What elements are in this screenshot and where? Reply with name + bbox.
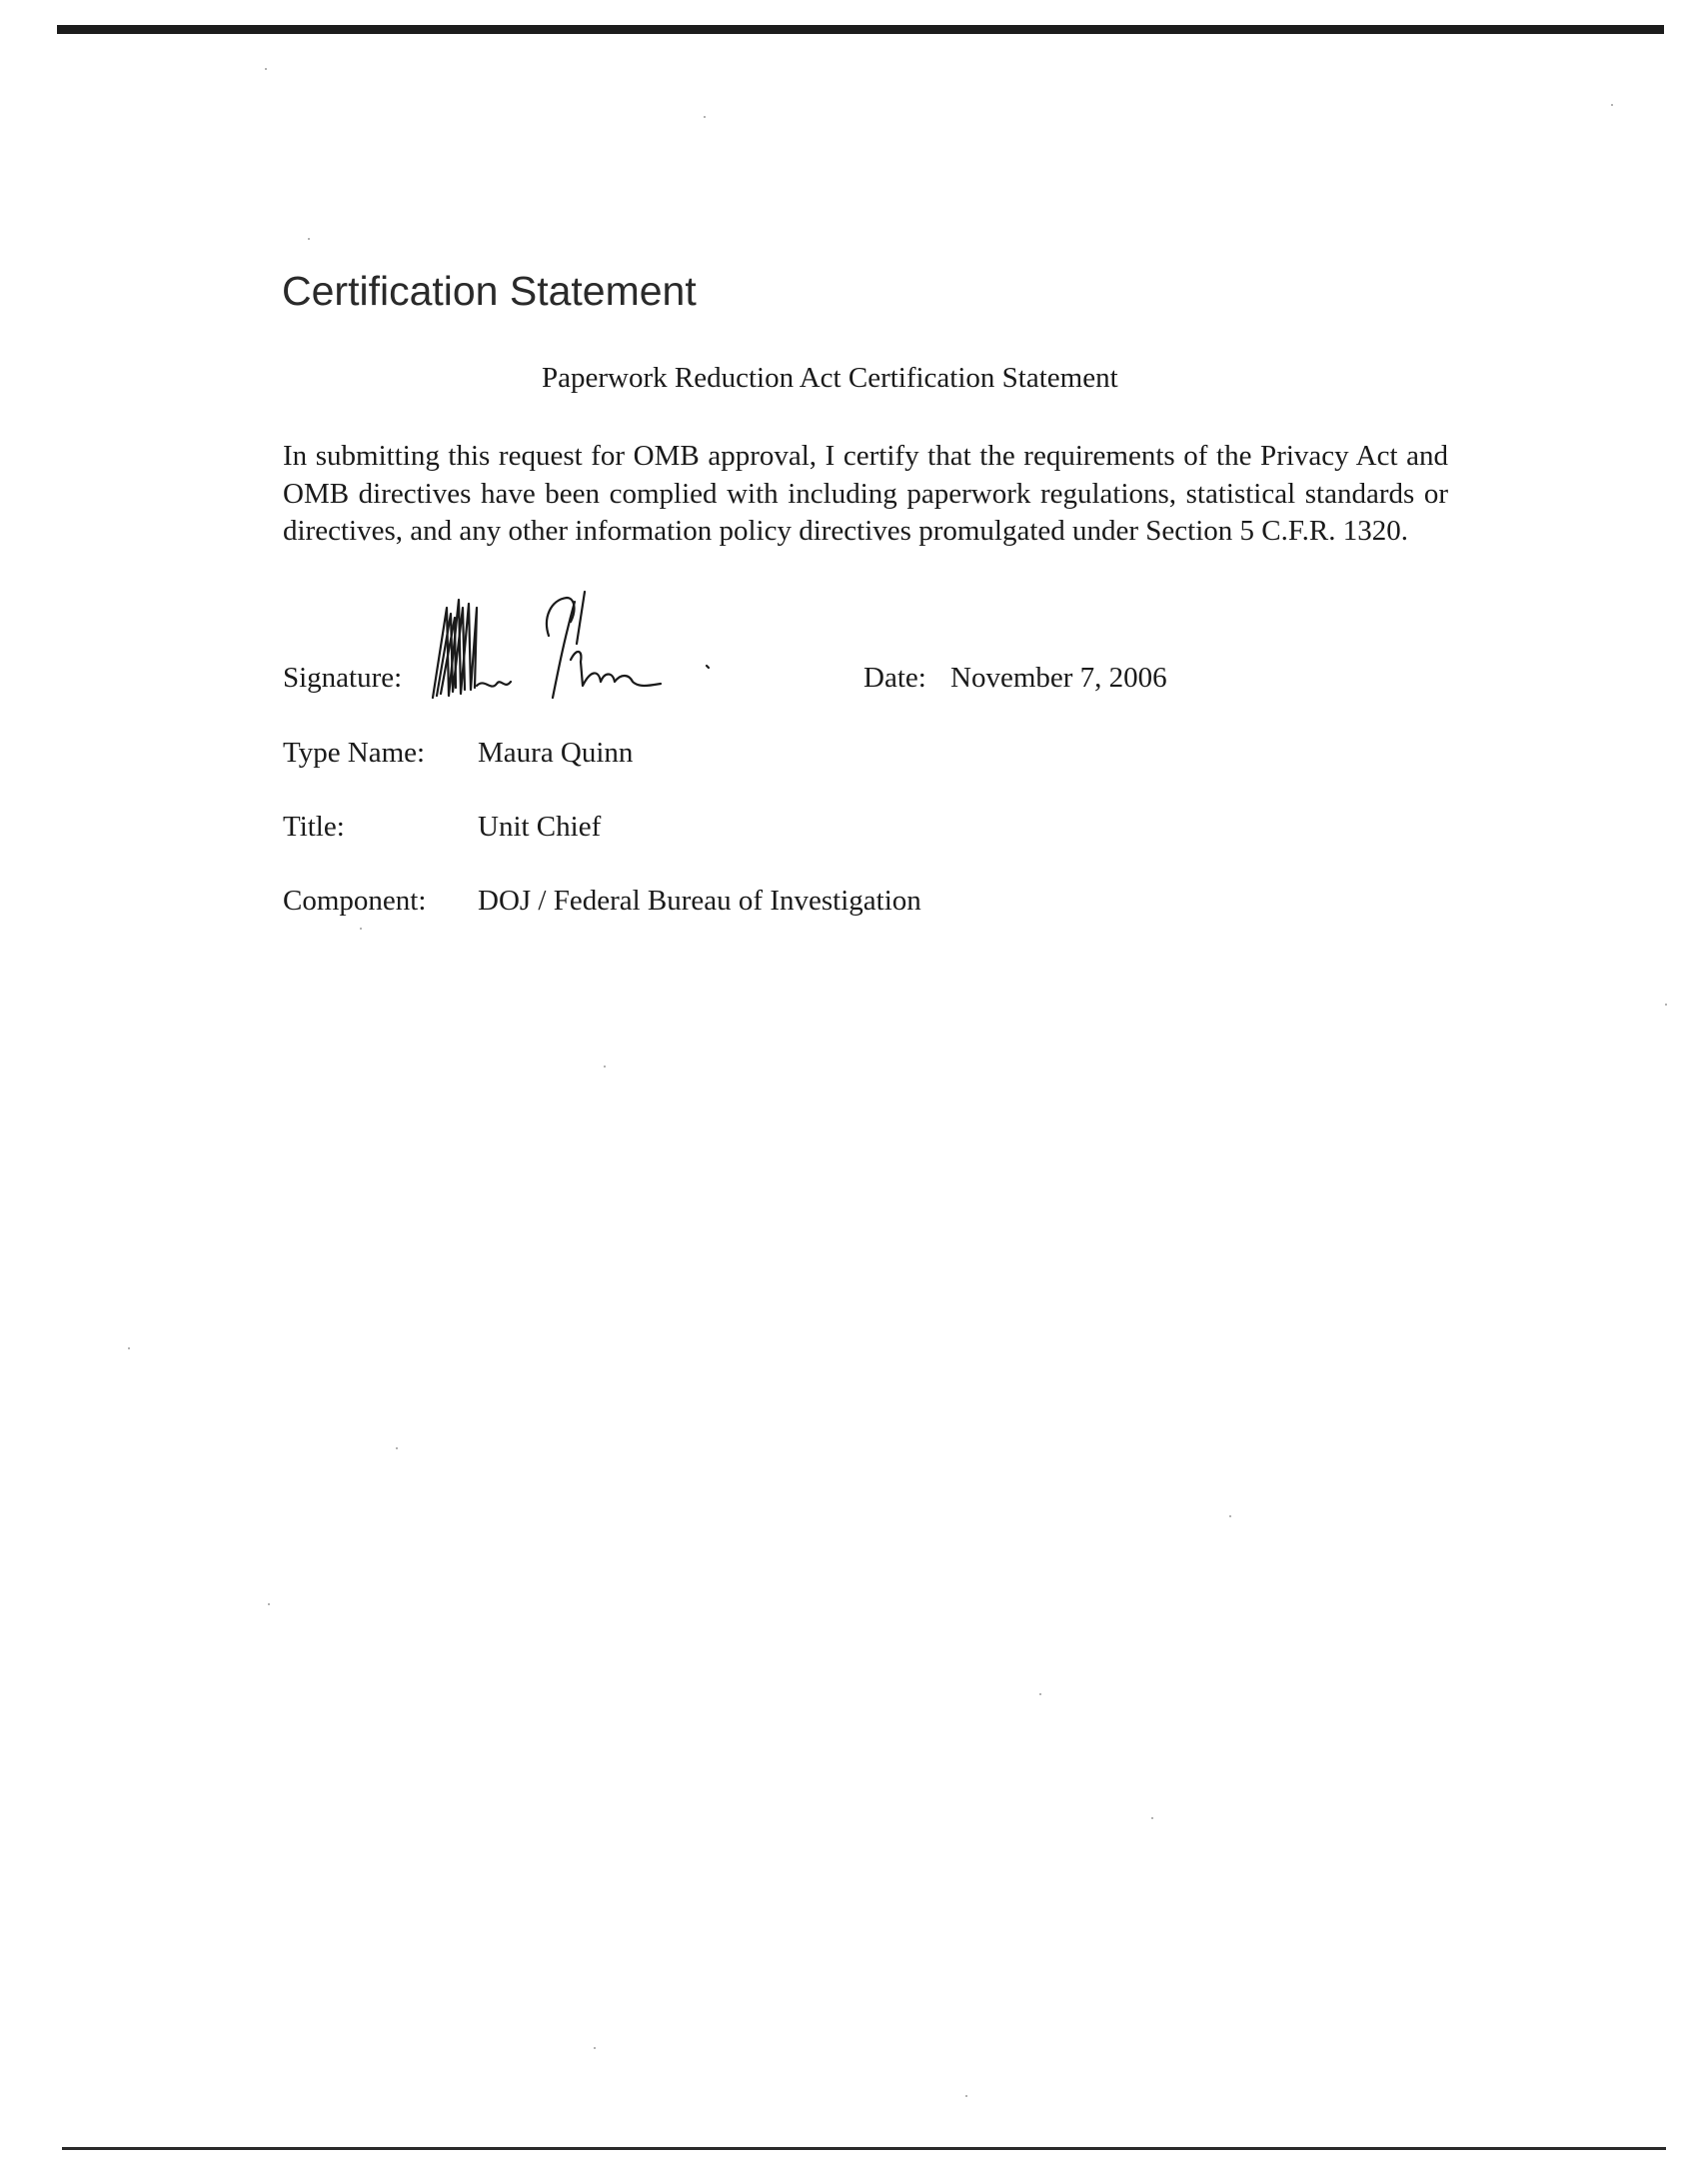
- scan-speck: [1611, 104, 1613, 106]
- component-row: [0, 885, 1700, 925]
- date-value: November 7, 2006: [950, 662, 1167, 694]
- type-name-label: Type Name:: [283, 737, 426, 769]
- signature-label: Signature:: [283, 662, 403, 694]
- scan-speck: [704, 116, 706, 118]
- title-row: [0, 811, 1700, 851]
- scan-speck: [360, 928, 362, 930]
- page-title: Certification Statement: [282, 268, 697, 314]
- scan-speck: [604, 1066, 606, 1068]
- signature-row: [0, 662, 1700, 702]
- scan-speck: [268, 1603, 270, 1605]
- type-name-value: Maura Quinn: [478, 737, 634, 769]
- scan-speck: [1665, 1004, 1667, 1006]
- scan-speck: [308, 238, 310, 240]
- scan-speck: [396, 1447, 398, 1449]
- scan-speck: [265, 68, 267, 70]
- scan-speck: [1039, 1693, 1041, 1695]
- component-value: DOJ / Federal Bureau of Investigation: [478, 885, 921, 917]
- top-rule: [57, 25, 1664, 34]
- component-label: Component:: [283, 885, 427, 917]
- scan-speck: [965, 2095, 967, 2097]
- scan-speck: [1229, 1515, 1231, 1517]
- date-label: Date:: [863, 662, 926, 694]
- type-name-row: [0, 737, 1700, 777]
- handwritten-signature: [425, 578, 725, 708]
- title-label: Title:: [283, 811, 345, 843]
- bottom-rule: [62, 2147, 1666, 2150]
- scan-speck: [594, 2047, 596, 2049]
- title-value: Unit Chief: [478, 811, 602, 843]
- scan-speck: [1151, 1817, 1153, 1819]
- certification-paragraph: In submitting this request for OMB approval, I certify that the requirements of the Privacy Act and OMB directives have been complied with including paperwork regulations, statistical standards or directives, and any other information policy directives promulgated under Section 5 C.F.R. 1320.: [283, 440, 1448, 547]
- scan-speck: [128, 1347, 130, 1349]
- page-subtitle: Paperwork Reduction Act Certification Statement: [542, 362, 1118, 394]
